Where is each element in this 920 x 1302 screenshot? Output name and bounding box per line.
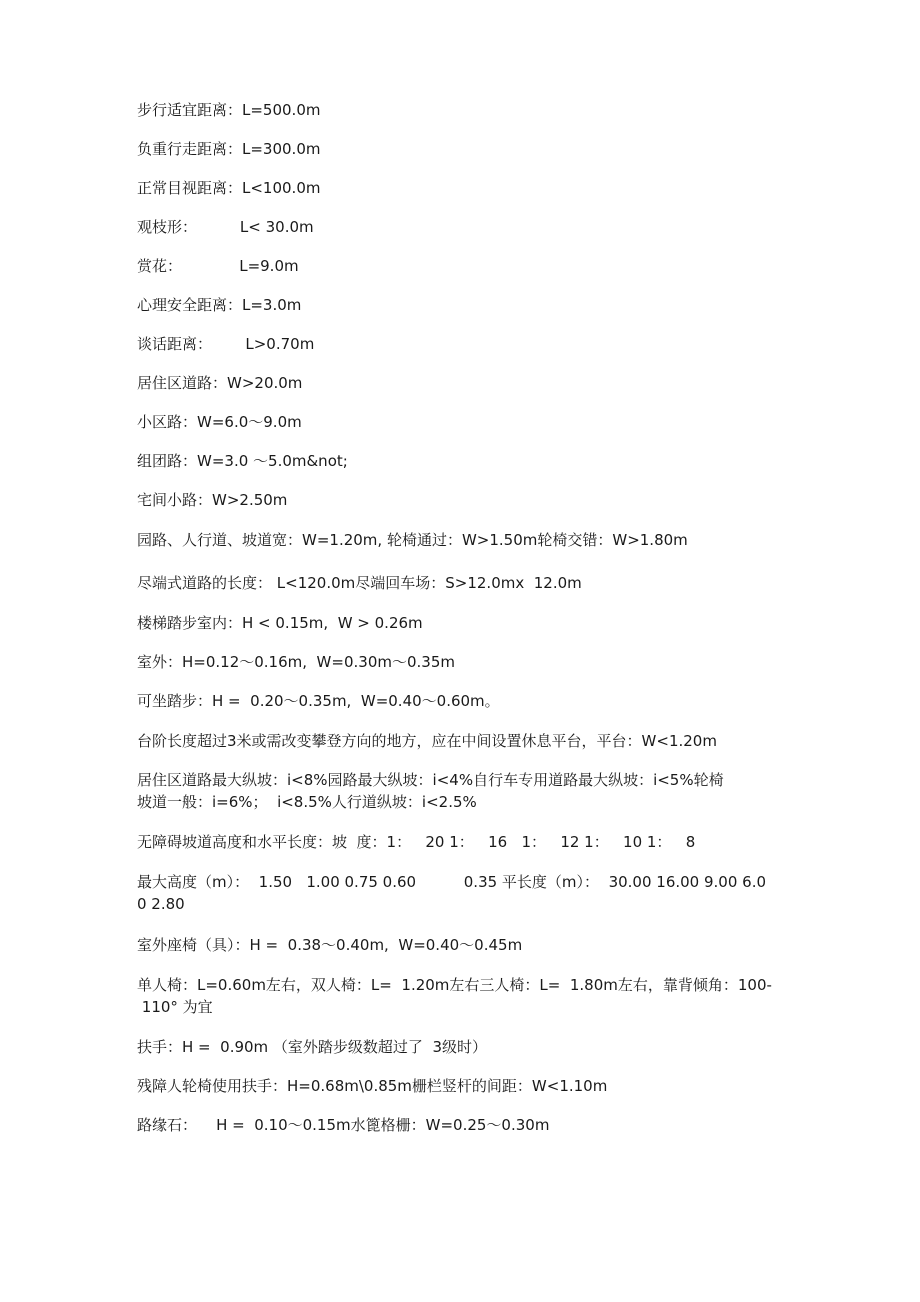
text-line-outdoor-seat: 室外座椅（具）：H = 0.38～0.40m, W=0.40～0.45m <box>137 936 523 954</box>
text-line-house-path: 宅间小路：W>2.50m <box>137 491 288 509</box>
text-line-max-slope: 居住区道路最大纵坡：i<8%园路最大纵坡：i<4%自行车专用道路最大纵坡：i<5%轮椅 坡道一般：i=6%； i<8.5%人行道纵坡：i<2.5% <box>137 771 724 811</box>
text-line-outdoor-stairs: 室外：H=0.12～0.16m, W=0.30m～0.35m <box>137 653 455 671</box>
text-line-ramp-gradient: 无障碍坡道高度和水平长度：坡 度：1： 20 1： 16 1： 12 1： 10 1： 8 <box>137 833 696 851</box>
text-line-visual-distance: 正常目视距离：L<100.0m <box>137 179 321 197</box>
text-line-sittable-steps: 可坐踏步：H = 0.20～0.35m, W=0.40～0.60m。 <box>137 692 500 710</box>
text-line-flower-viewing: 赏花： L=9.0m <box>137 257 299 275</box>
text-line-ramp-height-length: 最大高度（m）： 1.50 1.00 0.75 0.60 0.35 平长度（m）： 30.00 16.00 9.00 6.0 0 2.80 <box>137 873 767 913</box>
text-line-psychological-distance: 心理安全距离：L=3.0m <box>137 296 302 314</box>
text-line-district-road: 小区路：W=6.0～9.0m <box>137 413 302 431</box>
text-line-landing-platform: 台阶长度超过3米或需改变攀登方向的地方，应在中间设置休息平台，平台：W<1.20m <box>137 732 717 750</box>
text-line-loaded-walking-distance: 负重行走距离：L=300.0m <box>137 140 321 158</box>
text-line-bench-length: 单人椅：L=0.60m左右，双人椅：L= 1.20m左右三人椅：L= 1.80m左右，靠背倾角：100- 110° 为宜 <box>137 976 772 1016</box>
text-line-group-road: 组团路：W=3.0 ～5.0m&not; <box>137 452 348 470</box>
text-line-garden-path-width: 园路、人行道、坡道宽：W=1.20m, 轮椅通过：W>1.50m轮椅交错：W>1.80m <box>137 531 688 549</box>
text-line-dead-end-road: 尽端式道路的长度： L<120.0m尽端回车场：S>12.0mx 12.0m <box>137 574 582 592</box>
text-line-residential-road: 居住区道路：W>20.0m <box>137 374 303 392</box>
text-line-wheelchair-handrail: 残障人轮椅使用扶手：H=0.68m\0.85m栅栏竖杆的间距：W<1.10m <box>137 1077 608 1095</box>
text-line-branch-viewing: 观枝形： L< 30.0m <box>137 218 314 236</box>
text-line-walking-distance: 步行适宜距离：L=500.0m <box>137 101 321 119</box>
text-line-indoor-stairs: 楼梯踏步室内：H < 0.15m, W > 0.26m <box>137 614 423 632</box>
text-line-talking-distance: 谈话距离： L>0.70m <box>137 335 315 353</box>
text-line-curbstone: 路缘石： H = 0.10～0.15m水篦格栅：W=0.25～0.30m <box>137 1116 550 1134</box>
text-line-handrail: 扶手：H = 0.90m （室外踏步级数超过了 3级时） <box>137 1038 488 1056</box>
